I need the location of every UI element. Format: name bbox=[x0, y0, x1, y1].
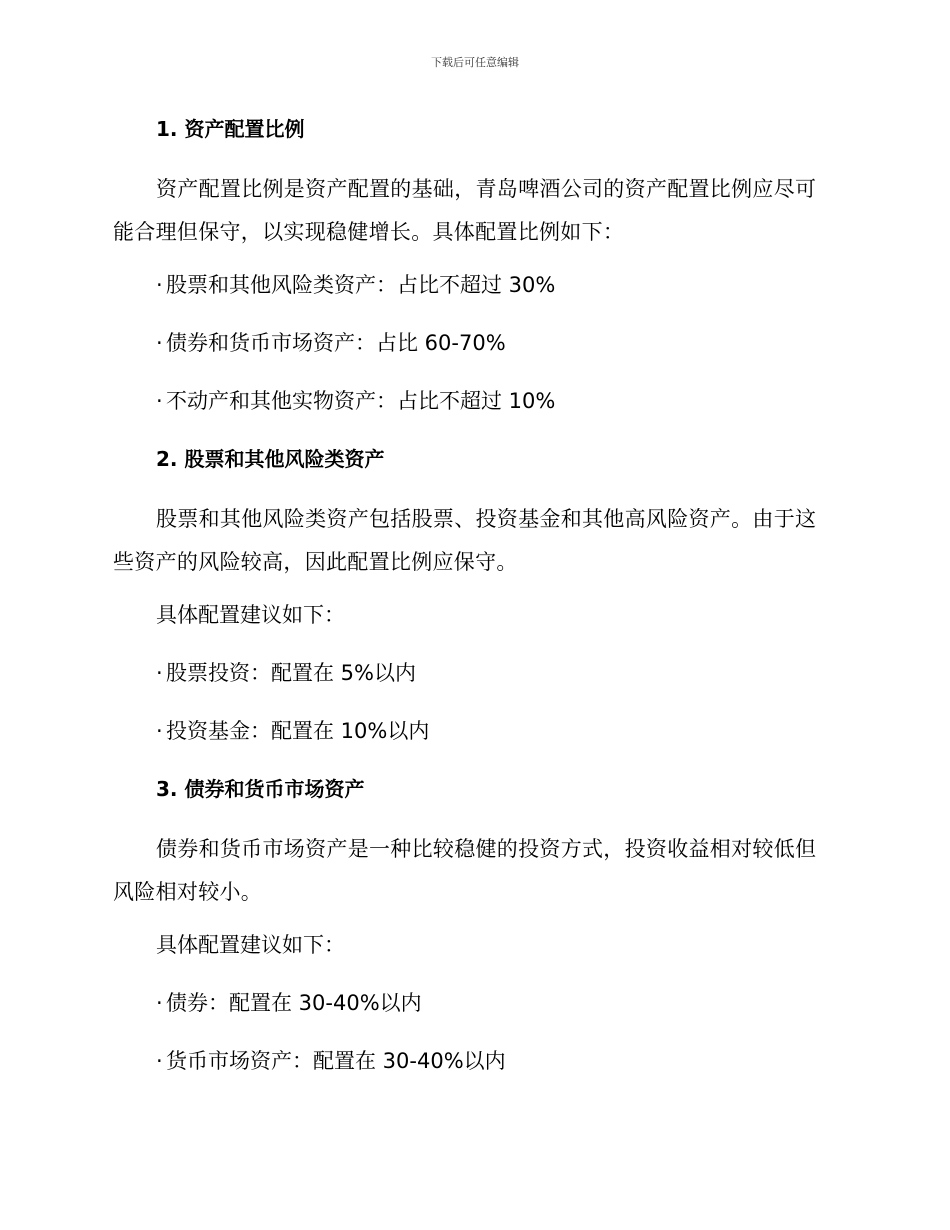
list-item bbox=[113, 268, 833, 302]
list-item-text: 投资基金：配置在 10%以内 bbox=[166, 719, 430, 743]
list-item bbox=[113, 326, 833, 360]
bullet-icon: · bbox=[156, 389, 163, 413]
list-item-text: 不动产和其他实物资产：占比不超过 10% bbox=[166, 389, 556, 413]
bullet-icon: · bbox=[156, 719, 163, 743]
bullet-icon: · bbox=[156, 331, 163, 355]
section-2-heading: 2. 股票和其他风险类资产 bbox=[156, 447, 385, 471]
list-item-text: 股票投资：配置在 5%以内 bbox=[166, 661, 416, 685]
bullet-icon: · bbox=[156, 273, 163, 297]
section-1-paragraph: 资产配置比例是资产配置的基础，青岛啤酒公司的资产配置比例应尽可能合理但保守，以实现稳健增长。具体配置比例如下： bbox=[113, 177, 817, 244]
document-body bbox=[113, 112, 833, 1102]
page-header-note: 下载后可任意编辑 bbox=[431, 56, 519, 69]
list-item-text: 债券：配置在 30-40%以内 bbox=[166, 991, 422, 1015]
bullet-icon: · bbox=[156, 661, 163, 685]
section-3-heading: 3. 债券和货币市场资产 bbox=[156, 777, 365, 801]
list-item bbox=[113, 656, 833, 690]
list-item bbox=[113, 1044, 833, 1078]
list-item bbox=[113, 986, 833, 1020]
section-3-intro: 具体配置建议如下： bbox=[156, 933, 345, 957]
section-3-paragraph: 债券和货币市场资产是一种比较稳健的投资方式，投资收益相对较低但风险相对较小。 bbox=[113, 837, 817, 904]
bullet-icon: · bbox=[156, 991, 163, 1015]
section-2-paragraph: 股票和其他风险类资产包括股票、投资基金和其他高风险资产。由于这些资产的风险较高，因此配置比例应保守。 bbox=[113, 507, 817, 574]
list-item-text: 股票和其他风险类资产：占比不超过 30% bbox=[166, 273, 556, 297]
list-item-text: 债券和货币市场资产：占比 60-70% bbox=[166, 331, 506, 355]
section-2-intro: 具体配置建议如下： bbox=[156, 603, 345, 627]
list-item bbox=[113, 384, 833, 418]
list-item-text: 货币市场资产：配置在 30-40%以内 bbox=[166, 1049, 506, 1073]
bullet-icon: · bbox=[156, 1049, 163, 1073]
list-item bbox=[113, 714, 833, 748]
section-1-heading: 1. 资产配置比例 bbox=[156, 117, 305, 141]
